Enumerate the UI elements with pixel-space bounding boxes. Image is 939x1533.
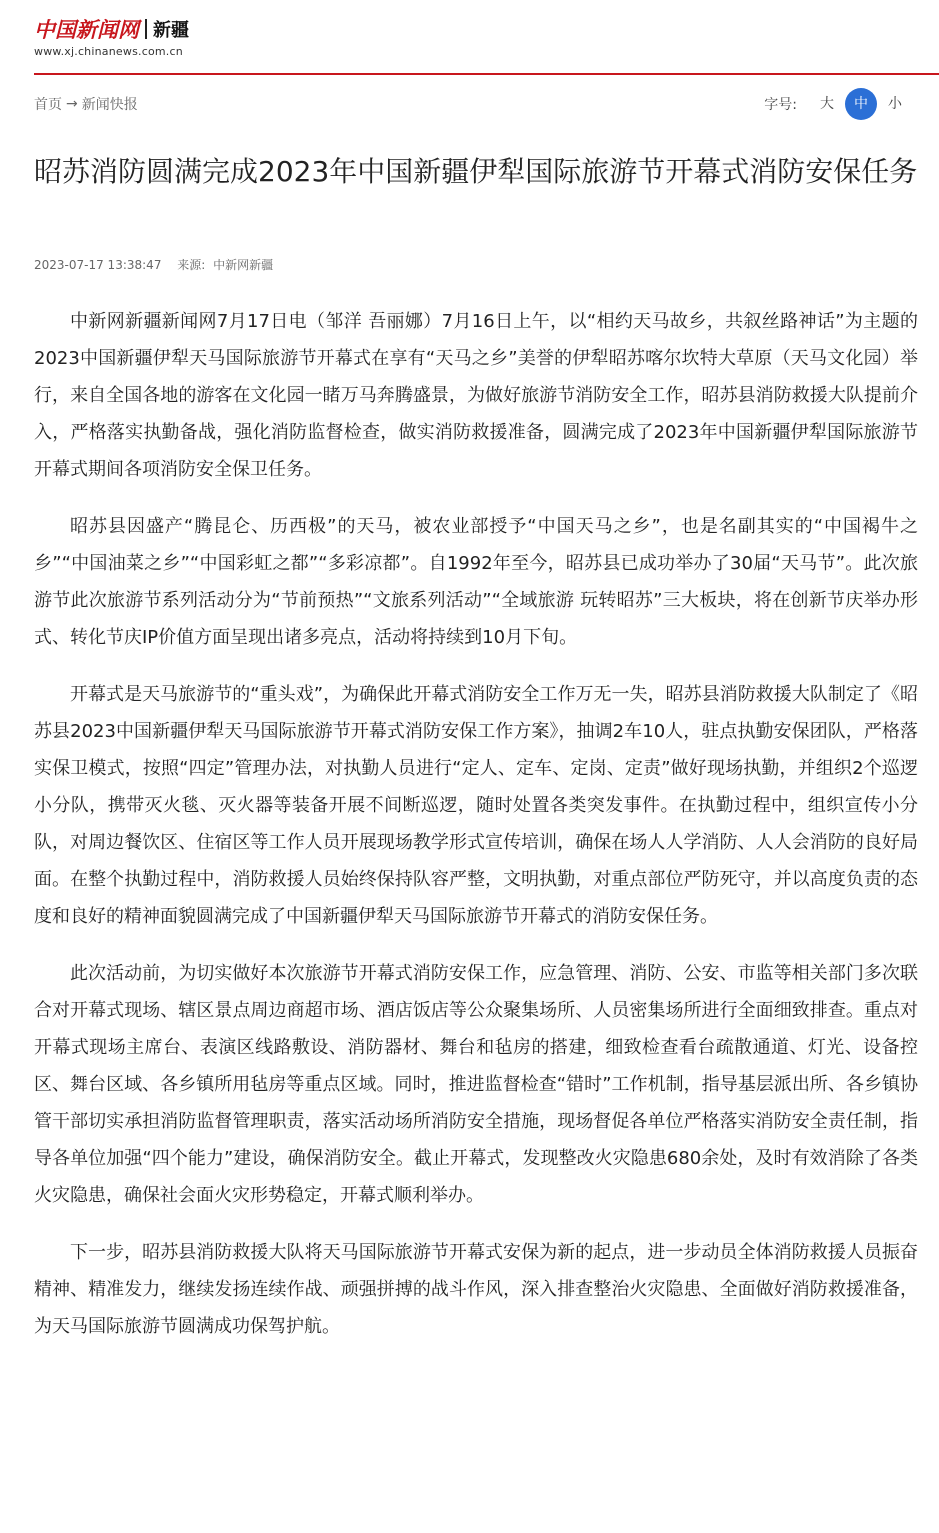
article-paragraph: 开幕式是天马旅游节的“重头戏”，为确保此开幕式消防安全工作万无一失，昭苏县消防救援大队制定了《昭苏县2023中国新疆伊犁天马国际旅游节开幕式消防安保工作方案》，抽调2车10人，驻点执勤安保团队，严格落实保卫模式，按照“四定”管理办法，对执勤人员进行“定人、定车、定岗、定责”做好现场执勤，并组织2个巡逻小分队，携带灭火毯、灭火器等装备开展不间断巡逻，随时处置各类突发事件。在执勤过程中，组织宣传小分队，对周边餐饮区、住宿区等工作人员开展现场教学形式宣传培训，确保在场人人学消防、人人会消防的良好局面。在整个执勤过程中，消防救援人员始终保持队容严整，文明执勤，对重点部位严防死守，并以高度负责的态度和良好的精神面貌圆满完成了中国新疆伊犁天马国际旅游节开幕式的消防安保任务。 (34, 684, 918, 927)
article-title: 昭苏消防圆满完成2023年中国新疆伊犁国际旅游节开幕式消防安保任务 (34, 155, 918, 188)
header-divider (34, 73, 939, 75)
article-paragraph: 此次活动前，为切实做好本次旅游节开幕式消防安保工作，应急管理、消防、公安、市监等相关部门多次联合对开幕式现场、辖区景点周边商超市场、酒店饭店等公众聚集场所、人员密集场所进行全面细致排查。重点对开幕式现场主席台、表演区线路敷设、消防器材、舞台和毡房的搭建，细致检查看台疏散通道、灯光、设备控区、舞台区域、各乡镇所用毡房等重点区域。同时，推进监督检查“错时”工作机制，指导基层派出所、各乡镇协管干部切实承担消防监督管理职责，落实活动场所消防安全措施，现场督促各单位严格落实消防安全责任制，指导各单位加强“四个能力”建设，确保消防安全。截止开幕式，发现整改火灾隐患680余处，及时有效消除了各类火灾隐患，确保社会面火灾形势稳定，开幕式顺利举办。 (34, 963, 918, 1206)
breadcrumb-home-link[interactable]: 首页 (34, 97, 62, 113)
article-paragraph: 昭苏县因盛产“腾昆仑、历西极”的天马，被农业部授予“中国天马之乡”，也是名副其实的“中国褐牛之乡”“中国油菜之乡”“中国彩虹之都”“多彩凉都”。自1992年至今，昭苏县已成功举办了30届“天马节”。此次旅游节此次旅游节系列活动分为“节前预热”“文旅系列活动”“全域旅游 玩转昭苏”三大板块，将在创新节庆举办形式、转化节庆IP价值方面呈现出诸多亮点，活动将持续到10月下旬。 (34, 516, 918, 648)
logo-url: www.xj.chinanews.com.cn (34, 45, 183, 58)
article-paragraph: 中新网新疆新闻网7月17日电（邹洋 吾丽娜）7月16日上午，以“相约天马故乡，共叙丝路神话”为主题的2023中国新疆伊犁天马国际旅游节开幕式在享有“天马之乡”美誉的伊犁昭苏喀尔坎特大草原（天马文化园）举行，来自全国各地的游客在文化园一睹万马奔腾盛景，为做好旅游节消防安全工作，昭苏县消防救援大队提前介入，严格落实执勤备战，强化消防监督检查，做实消防救援准备，圆满完成了2023年中国新疆伊犁国际旅游节开幕式期间各项消防安全保卫任务。 (34, 311, 918, 480)
article-paragraph: 下一步，昭苏县消防救援大队将天马国际旅游节开幕式安保为新的起点，进一步动员全体消防救援人员振奋精神、精准发力，继续发扬连续作战、顽强拼搏的战斗作风，深入排查整治火灾隐患、全面做好消防救援准备，为天马国际旅游节圆满成功保驾护航。 (34, 1242, 918, 1337)
font-size-label: 字号: (764, 97, 797, 113)
article-source-label: 来源: (177, 258, 206, 272)
logo-divider (145, 19, 147, 39)
article-meta (34, 256, 273, 273)
font-size-medium-button[interactable]: 中 (845, 88, 877, 120)
logo-region: 新疆 (153, 20, 189, 41)
font-size-small-button[interactable]: 小 (888, 96, 902, 112)
article-body (34, 303, 918, 1365)
breadcrumb-arrow-icon: → (66, 96, 78, 112)
font-size-large-button[interactable]: 大 (820, 96, 834, 112)
article-source: 中新网新疆 (213, 258, 274, 272)
site-header (0, 0, 939, 76)
site-logo[interactable] (34, 14, 189, 58)
article-datetime: 2023-07-17 13:38:47 (34, 258, 162, 272)
logo-text: 中国新闻网 (34, 17, 139, 42)
breadcrumb-section-link[interactable]: 新闻快报 (81, 97, 138, 113)
breadcrumb (34, 94, 138, 114)
font-size-switcher (764, 88, 911, 120)
logo-main (34, 14, 189, 44)
